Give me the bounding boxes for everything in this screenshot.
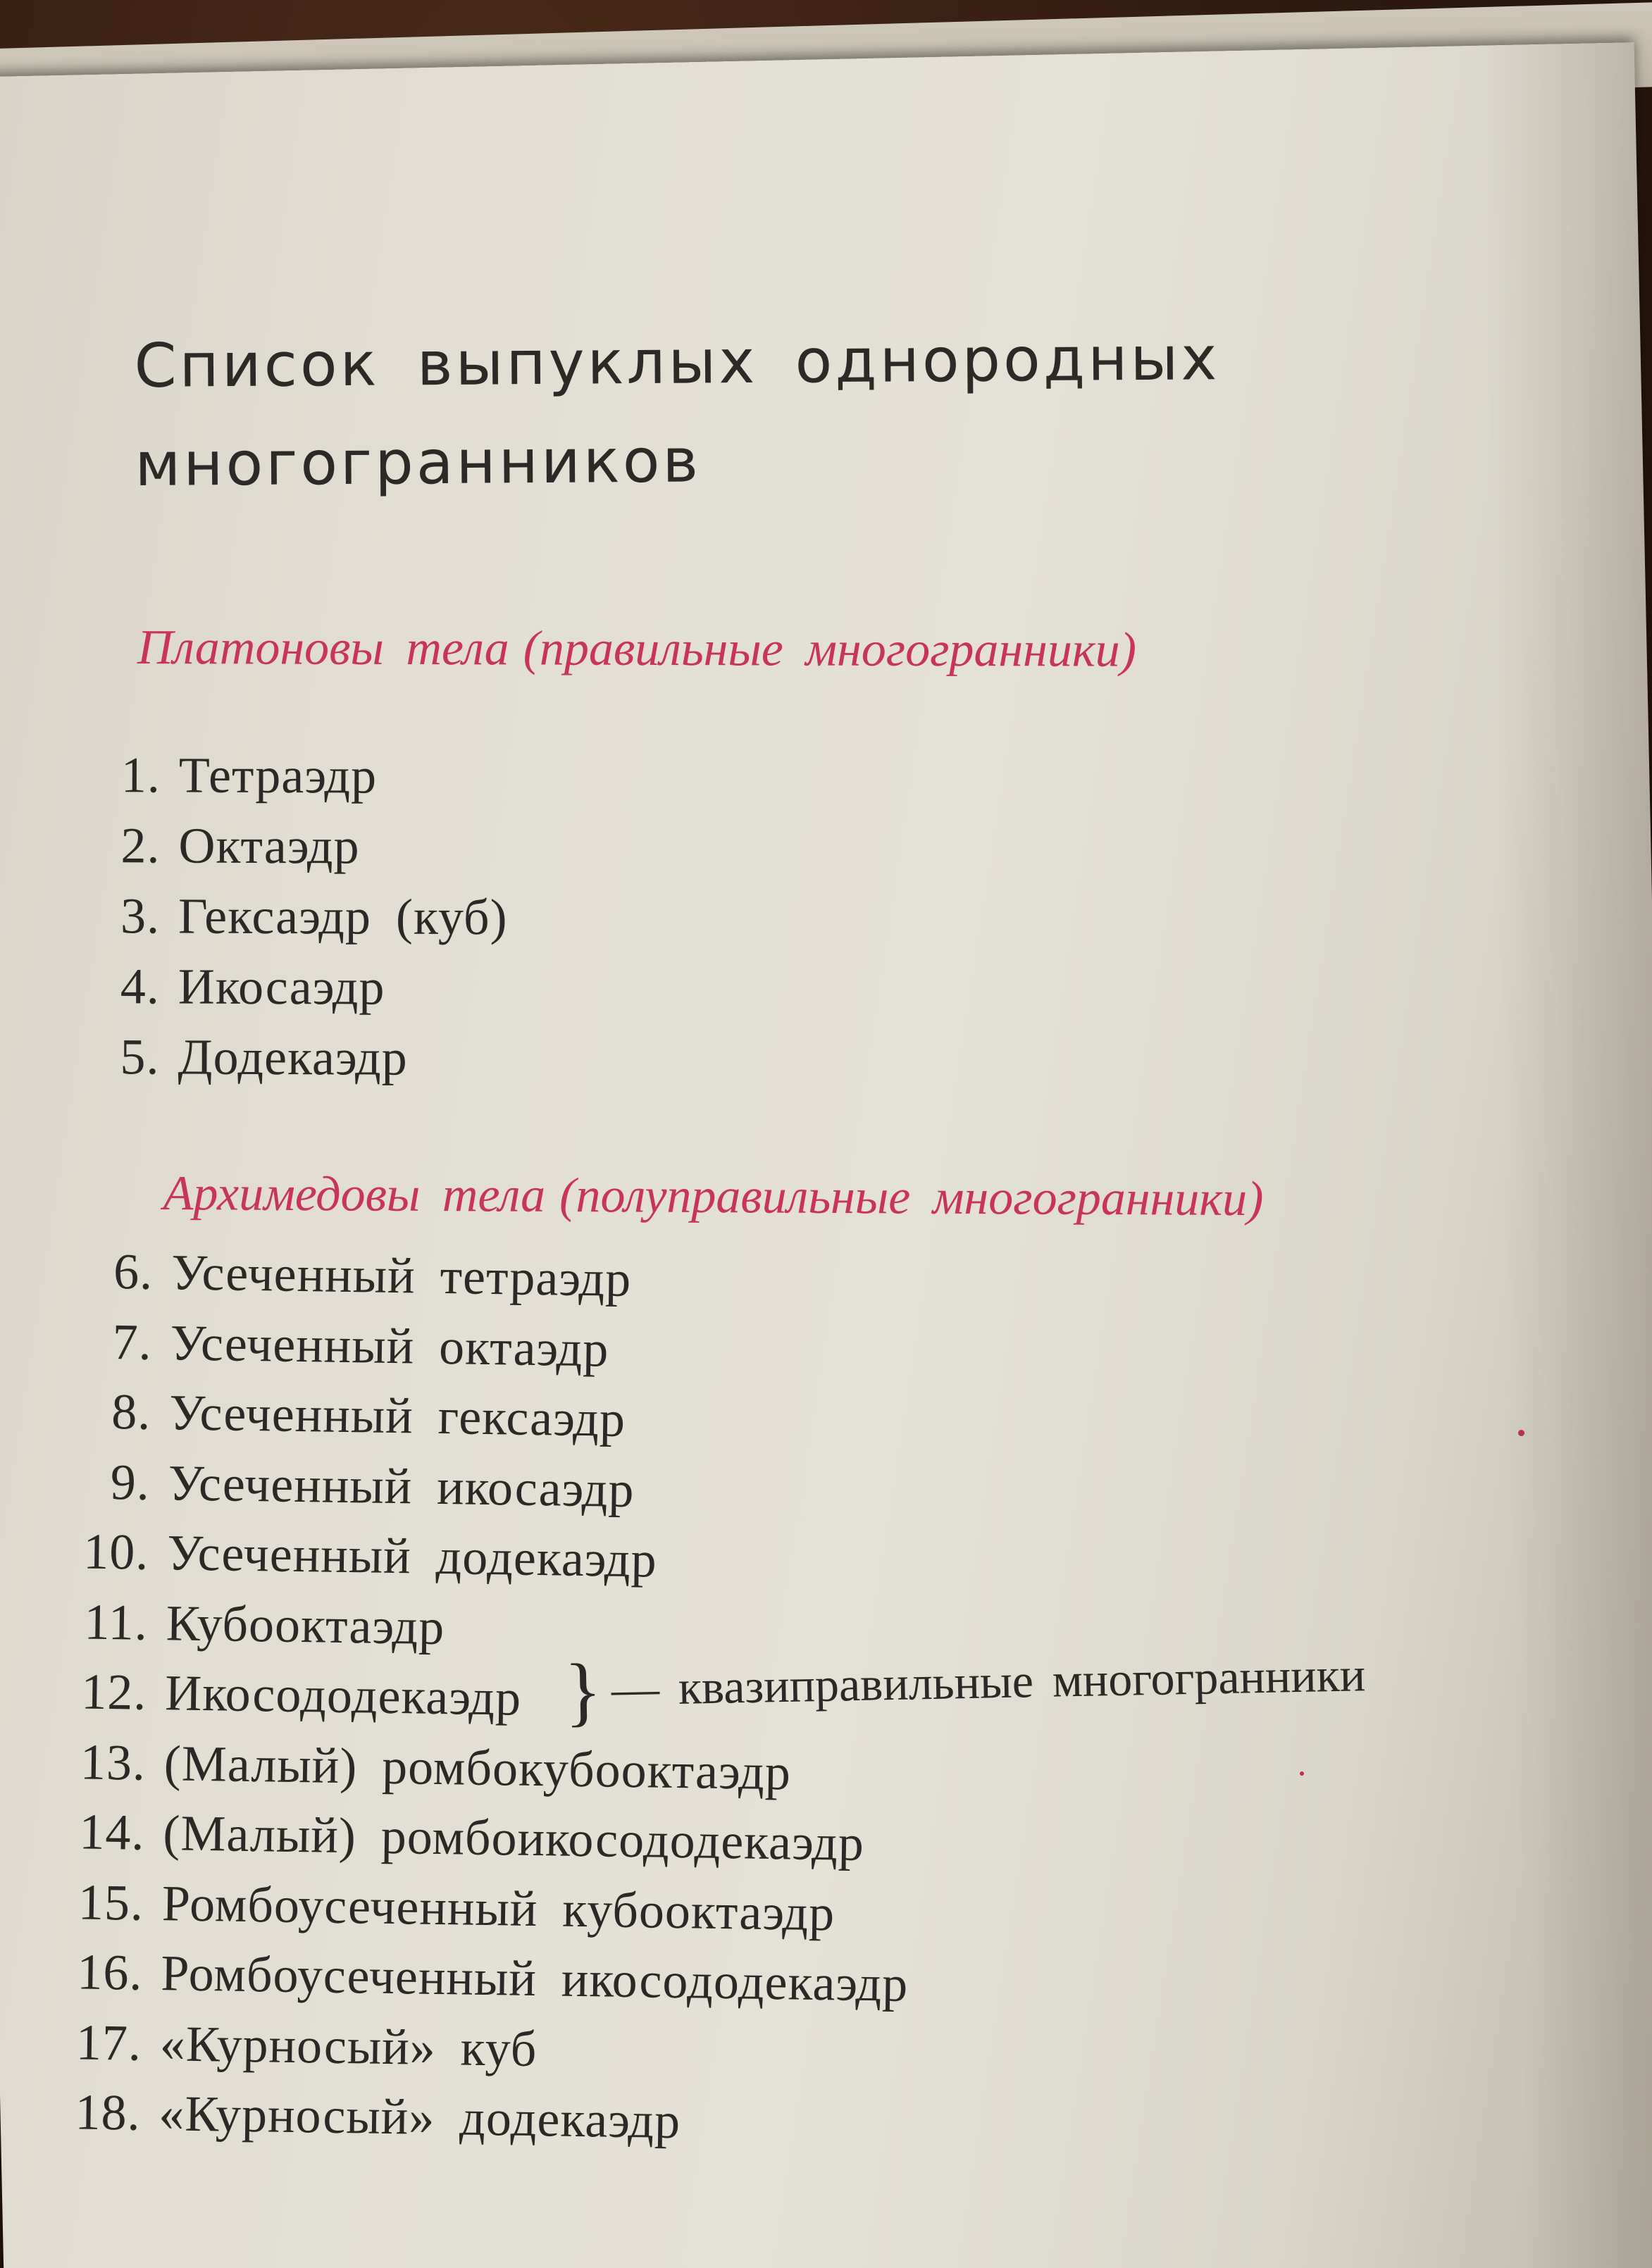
item-text: Октаэдр [178,817,360,875]
list-item [61,1306,918,1389]
list-item [52,1937,909,2020]
item-number: 14. [78,1803,146,1861]
list-item [61,1376,917,1459]
quasiregular-annotation [564,1631,1366,1736]
list-item [69,1021,507,1093]
list-item [70,880,508,952]
item-number: 3. [120,887,161,945]
item-text: Усеченный додекаэдр [166,1524,658,1588]
item-text: Додекаэдр [178,1028,408,1086]
title-line-1: Список выпуклых однородных [134,323,1220,401]
section-heading-sub: (правильные многогранники) [523,621,1137,678]
item-text: «Курносый» додекаэдр [158,2085,681,2150]
item-text: «Курносый» куб [159,2014,538,2077]
list-item [70,810,508,882]
item-text: Усеченный тетраэдр [170,1244,632,1307]
item-text: Усеченный гексаэдр [168,1384,626,1447]
list-item [63,1236,919,1319]
list-platonic [69,740,508,1093]
brace-glyph: } [564,1647,603,1734]
list-item [58,1516,915,1600]
item-number: 15. [77,1873,144,1931]
section-heading-main: Архимедовы тела [163,1166,546,1223]
list-item [54,1797,911,1880]
list-item [50,2077,907,2160]
item-text: (Малый) ромбоикосододекаэдр [162,1805,865,1871]
item-number: 13. [80,1733,147,1791]
page-title [134,309,1221,514]
section-heading-sub: (полуправильные многогранники) [559,1168,1264,1227]
annotation-text: — квазиправильные многогранники [611,1647,1366,1716]
list-item [70,740,509,811]
list-item [70,951,508,1023]
list-item [55,1726,912,1809]
item-text: Икосаэдр [178,958,385,1016]
item-text: Ромбоусеченный икосододекаэдр [160,1945,909,2012]
item-text: Гексаэдр (куб) [178,887,508,946]
list-item [51,2007,907,2090]
item-text: Ромбоусеченный кубооктаэдр [161,1874,836,1941]
list-item [59,1446,916,1529]
item-number: 2. [120,817,161,874]
item-number: 17. [75,2013,142,2071]
item-text: Тетраэдр [178,747,378,804]
ink-speck [1518,1430,1524,1436]
item-number: 4. [120,958,160,1015]
section-heading-platonic [137,620,1136,679]
item-number: 10. [82,1523,149,1581]
item-text: (Малый) ромбокубооктаэдр [163,1734,792,1800]
item-number: 6. [113,1243,154,1300]
list-item [53,1867,909,1950]
item-number: 11. [83,1593,149,1651]
item-number: 16. [76,1943,144,2001]
section-heading-archimedean [163,1166,1264,1228]
item-number: 8. [111,1383,151,1440]
item-number: 9. [110,1453,151,1511]
title-line-2: многогранников [135,425,702,500]
item-text: Усеченный икосаэдр [168,1454,635,1518]
item-number: 12. [80,1663,147,1721]
item-number: 5. [120,1028,160,1085]
item-text: Кубооктаэдр [166,1594,445,1655]
ink-speck [1300,1771,1304,1776]
item-text: Усеченный октаэдр [170,1314,609,1378]
item-text: Икосододекаэдр [164,1664,522,1726]
section-heading-main: Платоновы тела [137,621,509,676]
item-number: 1. [120,747,161,804]
item-number: 18. [74,2083,142,2141]
item-number: 7. [112,1313,153,1371]
